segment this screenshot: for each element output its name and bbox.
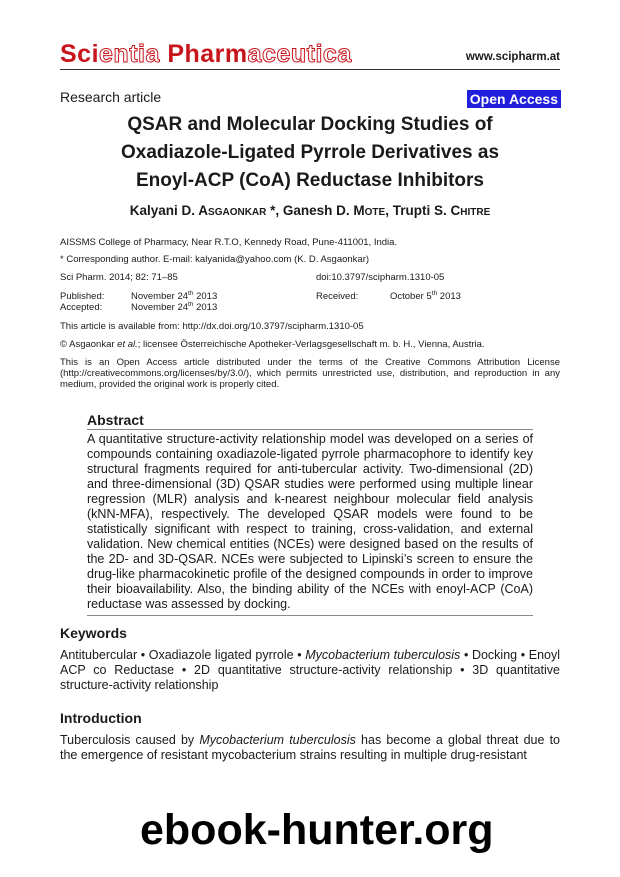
header-divider — [60, 69, 560, 70]
affiliation: AISSMS College of Pharmacy, Near R.T.O, Kennedy Road, Pune-411001, India. — [60, 237, 398, 248]
abstract-text: A quantitative structure-activity relationship model was developed on a series of compounds containing oxadiazole-ligated pyrrole pharmacophore to identify key structural fragments required for anti-tubercular activity. Two-dimensional (2D) and three-dimensional (3D) QSAR studies were performed using multiple linear regression (MLR) analysis and k-nearest neighbour molecular field analysis (kNN-MFA), respectively. The developed QSAR models were found to be statistically significant with respect to training, cross-validation, and external validation. New chemical entities (NCEs) were designed based on the results of the 2D- and 3D-QSAR. NCEs were subjected to Lipinski’s screen to ensure the drug-like pharmacokinetic profile of the designed compounds in order to improve their bioavailability. Also, the binding ability of the NCEs with enoyl-ACP (CoA) reductase was assessed by docking. — [87, 432, 533, 611]
title-line: Oxadiazole-Ligated Pyrrole Derivatives as — [120, 142, 500, 163]
author-list: Kalyani D. ASGAONKAR *, Ganesh D. MOTE, Trupti S. CHITRE — [129, 203, 491, 218]
abstract-bottom-rule — [87, 615, 533, 616]
abstract-section — [87, 412, 533, 616]
title-line: Enoyl-ACP (CoA) Reductase Inhibitors — [135, 170, 484, 191]
received-date: October 5th 2013 — [390, 289, 461, 302]
published-date: November 24th 2013 — [131, 289, 218, 302]
accepted-date: November 24th 2013 — [131, 300, 218, 313]
keywords-heading: Keywords — [60, 625, 127, 641]
citation: Sci Pharm. 2014; 82: 71–85 — [60, 272, 178, 283]
paper-title — [60, 111, 560, 195]
introduction-text: Tuberculosis caused by Mycobacterium tuberculosis has become a global threat due to the emergence of resistant mycobacterium strains resulting in multiple drug-resistant — [60, 733, 561, 762]
abstract-heading: Abstract — [87, 412, 144, 428]
keywords-text: Antitubercular • Oxadiazole ligated pyrrole • Mycobacterium tuberculosis • Docking • Enoyl ACP co Reductase • 2D quantitative structure-activity relationship • 3D quantitative structure-activity relationship — [60, 648, 561, 692]
received-label: Received: — [316, 291, 359, 302]
license-note: This is an Open Access article distributed under the terms of the Creative Commons Attribution License (http://creativecommons.org/licenses/by/3.0/), which permits unrestricted use, distribution, and reproduction in any medium, provided the original work is properly cited. — [60, 357, 560, 390]
journal-website[interactable]: www.scipharm.at — [465, 51, 560, 63]
corresponding-author: * Corresponding author. E-mail: kalyanida@yahoo.com (K. D. Asgaonkar) — [60, 254, 370, 265]
doi[interactable]: doi:10.3797/scipharm.1310-05 — [316, 272, 445, 283]
introduction-heading: Introduction — [60, 710, 142, 726]
title-line: QSAR and Molecular Docking Studies of — [127, 114, 493, 135]
watermark: ebook-hunter.org — [140, 806, 494, 854]
copyright-note: © Asgaonkar et al.; licensee Österreichische Apotheker-Verlagsgesellschaft m. b. H., Vienna, Austria. — [60, 339, 485, 350]
open-access-badge: Open Access — [467, 90, 561, 108]
accepted-label: Accepted: — [60, 302, 103, 313]
availability-note: This article is available from: http://dx.doi.org/10.3797/scipharm.1310-05 — [60, 321, 364, 332]
journal-logo: Scientia Pharmaceutica — [60, 40, 352, 68]
article-type: Research article — [60, 89, 162, 105]
published-label: Published: — [60, 291, 105, 302]
